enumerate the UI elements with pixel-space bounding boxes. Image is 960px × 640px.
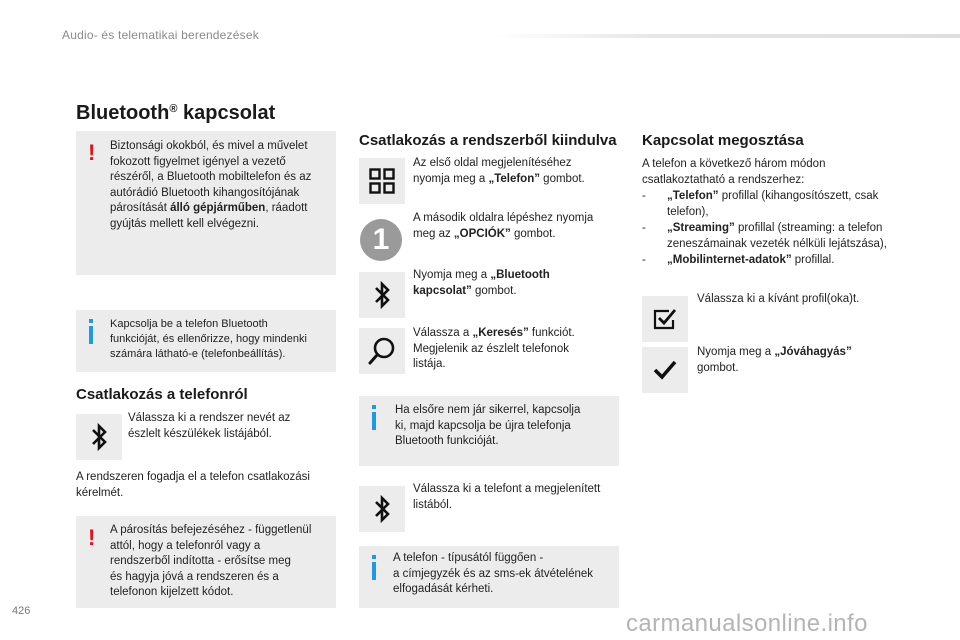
- profile-checkbox-button[interactable]: [642, 296, 688, 342]
- step-options-text: A második oldalra lépéshez nyomja meg az „OPCIÓK” gombot.: [413, 212, 594, 240]
- info-box-retry: [359, 396, 619, 466]
- checkbox-icon: [653, 308, 677, 330]
- info-icon: [89, 326, 93, 344]
- step-search-text: Válassza a „Keresés” funkciót. Megjelenik az észlelt telefonok listája.: [413, 327, 575, 371]
- select-phone-button[interactable]: [359, 486, 405, 532]
- warning-icon: !: [88, 525, 96, 550]
- section-title-sharing: Kapcsolat megosztása: [642, 132, 804, 149]
- page-title-main: Bluetooth: [76, 102, 170, 124]
- bluetooth-icon: [371, 280, 393, 310]
- section-title-from-phone: Csatlakozás a telefonról: [76, 386, 248, 403]
- bluetooth-icon: [88, 422, 110, 452]
- info-text-enable-bluetooth: Kapcsolja be a telefon Bluetooth funkcióját, és ellenőrizze, hogy mindenki számára látható-e (telefonbeállítás).: [110, 318, 307, 360]
- accept-request-text: A rendszeren fogadja el a telefon csatlakozási kérelmét.: [76, 471, 310, 499]
- info-icon-dot: [372, 405, 376, 409]
- info-text-retry: Ha elsőre nem jár sikerrel, kapcsolja ki, majd kapcsolja be újra telefonja Bluetooth funkcióját.: [395, 404, 581, 448]
- info-icon-dot: [372, 555, 376, 559]
- header-rule: [492, 34, 960, 38]
- info-box-enable-bluetooth: [76, 310, 336, 372]
- page-title: [76, 102, 275, 125]
- step-number-badge: 1: [360, 219, 402, 261]
- warning-icon: !: [88, 140, 96, 165]
- step-telephone-text: Az első oldal megjelenítéséhez nyomja meg a „Telefon” gombot.: [413, 157, 585, 185]
- watermark: carmanualsonline.info: [626, 610, 868, 637]
- select-profile-text: Válassza ki a kívánt profil(oka)t.: [697, 293, 860, 305]
- bluetooth-button[interactable]: [76, 414, 122, 460]
- info-text-contacts: A telefon - típusától függően - a címjegyzék és az sms-ek átvételének elfogadását kérheti.: [393, 552, 594, 596]
- telephone-apps-button[interactable]: [359, 158, 405, 204]
- warning-box-pairing: [76, 516, 336, 608]
- registered-mark: ®: [169, 103, 178, 115]
- info-icon-dot: [89, 319, 93, 323]
- section-title-from-system: Csatlakozás a rendszerből kiindulva: [359, 132, 617, 149]
- warning-text-pairing: A párosítás befejezéséhez - függetlenül attól, hogy a telefonról vagy a rendszerből indította - erősítse meg és hagyja jóvá a rendszeren és a telefonon kijelzett kódot.: [110, 524, 312, 599]
- info-box-contacts: [359, 546, 619, 608]
- search-button[interactable]: [359, 328, 405, 374]
- step-bluetooth-text: Nyomja meg a „Bluetooth kapcsolat” gombot.: [413, 269, 550, 297]
- warning-text-safety: Biztonsági okokból, és mivel a művelet fokozott figyelmet igényel a vezető részéről, a Bluetooth mobiltelefon és az autórádió Bluetooth kihangosítójának párosítását álló gépjárműben, ráadott gyújtás mellett kell elvégezni.: [110, 140, 312, 230]
- info-icon: [372, 562, 376, 580]
- confirm-button[interactable]: [642, 347, 688, 393]
- info-icon: [372, 412, 376, 430]
- page-number: 426: [12, 605, 31, 617]
- apps-grid-icon: [369, 168, 395, 194]
- phone-step-text: Válassza ki a rendszer nevét az észlelt készülékek listájából.: [128, 412, 291, 440]
- sharing-intro-text: A telefon a következő három módon csatlakoztatható a rendszerhez:: [642, 158, 826, 186]
- search-icon: [367, 336, 397, 366]
- running-header: Audio- és telematikai berendezések: [62, 28, 259, 42]
- confirm-text: Nyomja meg a „Jóváhagyás” gombot.: [697, 346, 852, 374]
- checkmark-icon: [653, 360, 677, 380]
- warning-box-safety: [76, 131, 336, 275]
- page-title-rest: kapcsolat: [177, 102, 276, 124]
- step-select-phone-text: Válassza ki a telefont a megjelenített listából.: [413, 483, 601, 511]
- bluetooth-connection-button[interactable]: [359, 272, 405, 318]
- bluetooth-icon: [371, 494, 393, 524]
